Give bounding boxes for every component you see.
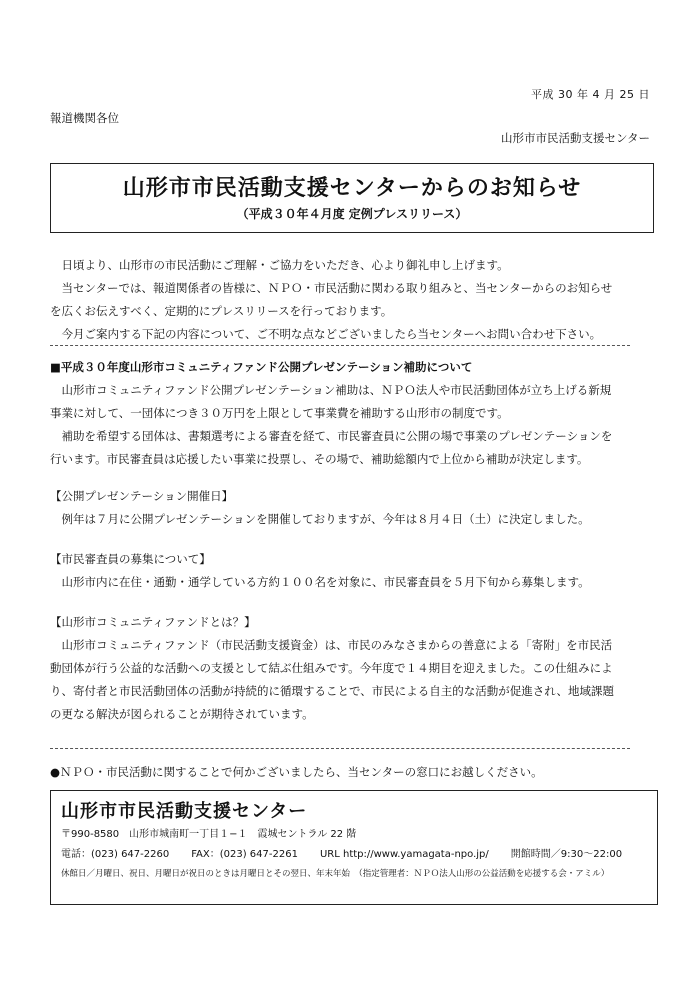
intro-paragraph-2-line-1: 当センターでは、報道関係者の皆様に、ＮＰＯ・市民活動に関わる取り組みと、当センターからのお知らせ [61,281,613,295]
document-subtitle: （平成３０年４月度 定例プレスリリース） [236,207,468,221]
subsection-heading: 【市民審査員の募集について】 [50,552,211,566]
subsection-text: 動団体が行う公益的な活動への支援として結ぶ仕組みです。今年度で１４期目を迎えました。この仕組みによ [50,661,613,675]
footer-url[interactable]: URL http://www.yamagata-npo.jp/ [319,849,489,860]
intro-paragraph-1: 日頃より、山形市の市民活動にご理解・ご協力をいただき、心より御礼申し上げます。 [61,258,509,272]
intro-paragraph-3: 今月ご案内する下記の内容について、ご不明な点などございましたら当センターへお問い合わせ下さい。 [61,327,602,341]
main-paragraph-1-line-1: 山形市コミュニティファンド公開プレゼンテーション補助は、ＮＰＯ法人や市民活動団体が立ち上げる新規 [61,383,612,397]
dashed-divider-top [50,345,630,346]
main-paragraph-1-line-2: 事業に対して、一団体につき３０万円を上限として事業費を補助する山形市の制度です。 [50,406,509,420]
main-section [50,356,650,471]
footer-tel: 電話：(023) 647-2260 [61,849,170,860]
subsection-heading: 【山形市コミュニティファンドとは？】 [50,615,256,629]
footer-fax: FAX：(023) 647-2261 [191,849,298,860]
footer-closed-days: 休館日／月曜日、祝日、月曜日が祝日のときは月曜日とその翌日、年末年始 [61,869,351,879]
footer-address: 〒990-8580 山形市城南町一丁目１−１ 霞城セントラル 22 階 [61,829,357,840]
footer-org-name: 山形市市民活動支援センター [61,801,308,822]
recipient-line: 報道機関各位 [50,111,119,125]
intro-paragraph-2-line-2: を広くお伝えすべく、定期的にプレスリリースを行っております。 [50,304,393,318]
intro-section [50,254,650,346]
footer-contact-box [50,790,658,905]
footer-closed-line [61,865,647,883]
sender-line: 山形市市民活動支援センター [500,131,650,145]
main-paragraph-2-line-1: 補助を希望する団体は、書類選考による審査を経て、市民審査員に公開の場で事業のプレゼンテーションを [61,429,613,443]
release-date: 平成 30 年 4 月 25 日 [531,88,650,101]
subsection-community-fund [50,611,650,726]
subsection-citizen-judges [50,548,650,594]
subsection-heading: 【公開プレゼンテーション開催日】 [50,489,234,503]
subsection-text: 例年は７月に公開プレゼンテーションを開催しておりますが、今年は８月４日（土）に決定しました。 [61,512,590,526]
subsection-presentation-date [50,485,650,531]
subsection-text: の更なる解決が図られることが期待されています。 [50,707,314,721]
footer-manager: （指定管理者：ＮＰＯ法人山形の公益活動を応援する会・アミル） [358,869,610,879]
subsection-text: 山形市コミュニティファンド（市民活動支援資金）は、市民のみなさまからの善意による「寄附」を市民活 [61,638,613,652]
footer-hours: 開館時間／9:30〜22:00 [510,849,623,860]
subsection-text: 山形市内に在住・通勤・通学している方約１００名を対象に、市民審査員を５月下旬から募集します。 [61,575,590,589]
title-box [50,163,654,233]
main-section-heading: ■平成３０年度山形市コミュニティファンド公開プレゼンテーション補助について [50,360,473,374]
dashed-divider-bottom [50,748,630,749]
document-title: 山形市市民活動支援センターからのお知らせ [122,176,582,201]
subsection-text: り、寄付者と市民活動団体の活動が持続的に循環することで、市民による自主的な活動が促進され、地域課題 [50,684,614,698]
contact-note: ●ＮＰＯ・市民活動に関することで何かございましたら、当センターの窓口にお越しください。 [50,765,543,779]
main-paragraph-2-line-2: 行います。市民審査員は応援したい事業に投票し、その場で、補助総額内で上位から補助が決定します。 [50,452,589,466]
footer-contact-line [61,845,647,865]
